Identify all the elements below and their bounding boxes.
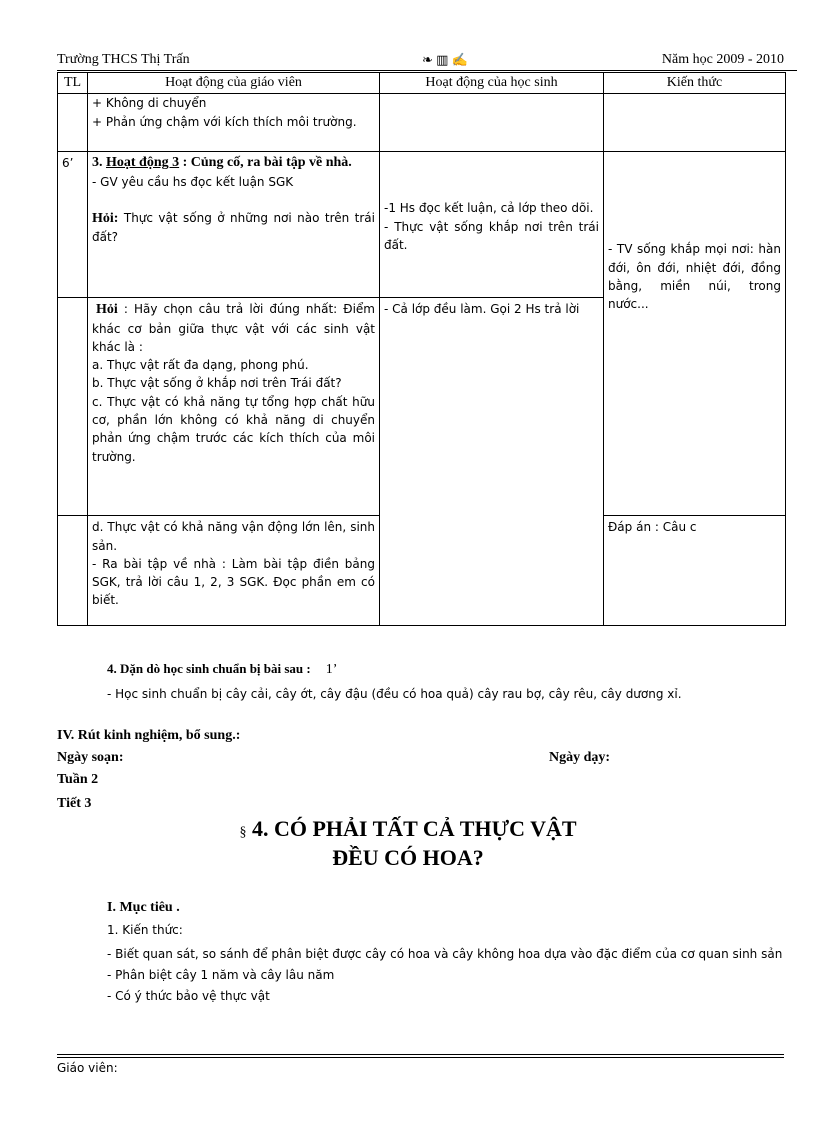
teacher-label: Giáo viên: <box>57 1061 118 1075</box>
cell-student <box>380 152 604 298</box>
list-item <box>107 944 797 965</box>
table-row <box>58 94 786 152</box>
homework: - Ra bài tập về nhà : Làm bài tập điền bảng SGK, trả lời câu 1, 2, 3 SGK. Đọc phần em có biết. <box>92 556 375 608</box>
cell-tl <box>58 298 88 516</box>
student-activity: - Thực vật sống khắp nơi trên trái đất. <box>384 219 599 252</box>
col-header-knowledge: Kiến thức <box>604 73 786 94</box>
cell-teacher <box>88 516 380 626</box>
cell-student <box>380 94 604 152</box>
lesson-title-line1 <box>0 816 816 842</box>
question-text: : Hãy chọn câu trả lời đúng nhất: Điểm khác cơ bản giữa thực vật với các sinh vật khác là : <box>92 302 375 354</box>
cell-teacher <box>88 94 380 152</box>
title-text: 4. CÓ PHẢI TẤT CẢ THỰC VẬT <box>251 816 577 841</box>
cell-tl: 6’ <box>58 152 88 298</box>
cell-teacher <box>88 152 380 298</box>
school-name: Trường THCS Thị Trấn <box>57 52 190 67</box>
period-label: Tiết 3 <box>57 796 92 811</box>
question-label: Hỏi: <box>92 210 119 226</box>
teacher-line: + Không di chuyển <box>92 96 207 111</box>
col-header-teacher: Hoạt động của giáo viên <box>88 73 380 94</box>
cell-tl <box>58 516 88 626</box>
cell-knowledge <box>604 94 786 152</box>
list-item: - Có ý thức bảo vệ thực vật <box>107 989 270 1003</box>
section-4-text: - Học sinh chuẩn bị cây cải, cây ớt, cây đậu (đều có hoa quả) cây rau bợ, cây rêu, cây dương xỉ. <box>107 687 682 701</box>
lesson-activity-table <box>57 72 786 626</box>
cell-teacher <box>88 298 380 516</box>
section-4-heading <box>107 661 797 678</box>
footer-divider <box>57 1057 784 1058</box>
cell-knowledge <box>604 516 786 626</box>
teacher-line: + Phản ứng chậm với kích thích môi trường. <box>92 114 357 129</box>
activity-title: : Củng cố, ra bài tập về nhà. <box>182 155 352 171</box>
col-header-tl: TL <box>58 73 88 94</box>
teacher-question <box>92 209 375 247</box>
week-label: Tuần 2 <box>57 772 99 787</box>
option-a: a. Thực vật rất đa dạng, phong phú. <box>92 358 309 373</box>
objectives-list <box>107 944 797 1007</box>
page-header <box>57 52 784 70</box>
section-iv-heading: IV. Rút kinh nghiệm, bổ sung.: <box>57 728 241 743</box>
objective-item: - Biết quan sát, so sánh để phân biệt được cây có hoa và cây không hoa dựa vào đặc điểm của cơ quan sinh sản <box>107 947 783 961</box>
activity-heading <box>92 154 375 172</box>
objectives-heading: I. Mục tiêu . <box>107 900 180 915</box>
footer-divider <box>57 1054 784 1055</box>
teacher-request: - GV yêu cầu hs đọc kết luận SGK <box>92 174 294 189</box>
ngay-soan-label: Ngày soạn: <box>57 750 124 765</box>
knowledge-text: - TV sống khắp mọi nơi: hàn đới, ôn đới, nhiệt đới, đồng bằng, miền núi, trong nước... <box>608 242 781 312</box>
header-divider <box>57 70 797 71</box>
question-text: Thực vật sống ở những nơi nào trên trái đất? <box>92 210 375 245</box>
option-d: d. Thực vật có khả năng vận động lớn lên, sinh sản. <box>92 520 375 553</box>
ornament-icon: ❧ ▥ ✍ <box>422 52 468 67</box>
ngay-day-label: Ngày dạy: <box>549 750 611 765</box>
list-item: - Phân biệt cây 1 năm và cây lâu năm <box>107 968 335 982</box>
section-4-time: 1’ <box>325 662 338 677</box>
objectives-subheading: 1. Kiến thức: <box>107 923 183 937</box>
activity-label: Hoạt động 3 <box>106 155 180 171</box>
section-4-title: 4. Dặn dò học sinh chuẩn bị bài sau : <box>107 661 311 676</box>
objective-text-wrap <box>107 944 797 965</box>
cell-tl <box>58 94 88 152</box>
question-label: Hỏi <box>96 302 118 318</box>
col-header-student: Hoạt động của học sinh <box>380 73 604 94</box>
student-activity: - Cả lớp đều làm. Gọi 2 Hs trả lời <box>384 302 580 317</box>
activity-number: 3. <box>92 155 103 171</box>
option-b: b. Thực vật sống ở khắp nơi trên Trái đất? <box>92 376 342 391</box>
teacher-question <box>92 300 375 356</box>
cell-student <box>380 298 604 626</box>
section-symbol: § <box>239 825 247 840</box>
cell-knowledge <box>604 152 786 516</box>
student-activity: -1 Hs đọc kết luận, cả lớp theo dõi. <box>384 201 594 216</box>
table-header-row <box>58 73 786 94</box>
answer-text: Đáp án : Câu c <box>608 520 697 535</box>
lesson-title-line2: ĐỀU CÓ HOA? <box>332 845 484 870</box>
table-row <box>58 152 786 298</box>
option-c: c. Thực vật có khả năng tự tổng hợp chất hữu cơ, phần lớn không có khả năng di chuyển phản ứng chậm trước các kích thích của môi trường. <box>92 394 375 464</box>
school-year: Năm học 2009 - 2010 <box>661 52 784 67</box>
